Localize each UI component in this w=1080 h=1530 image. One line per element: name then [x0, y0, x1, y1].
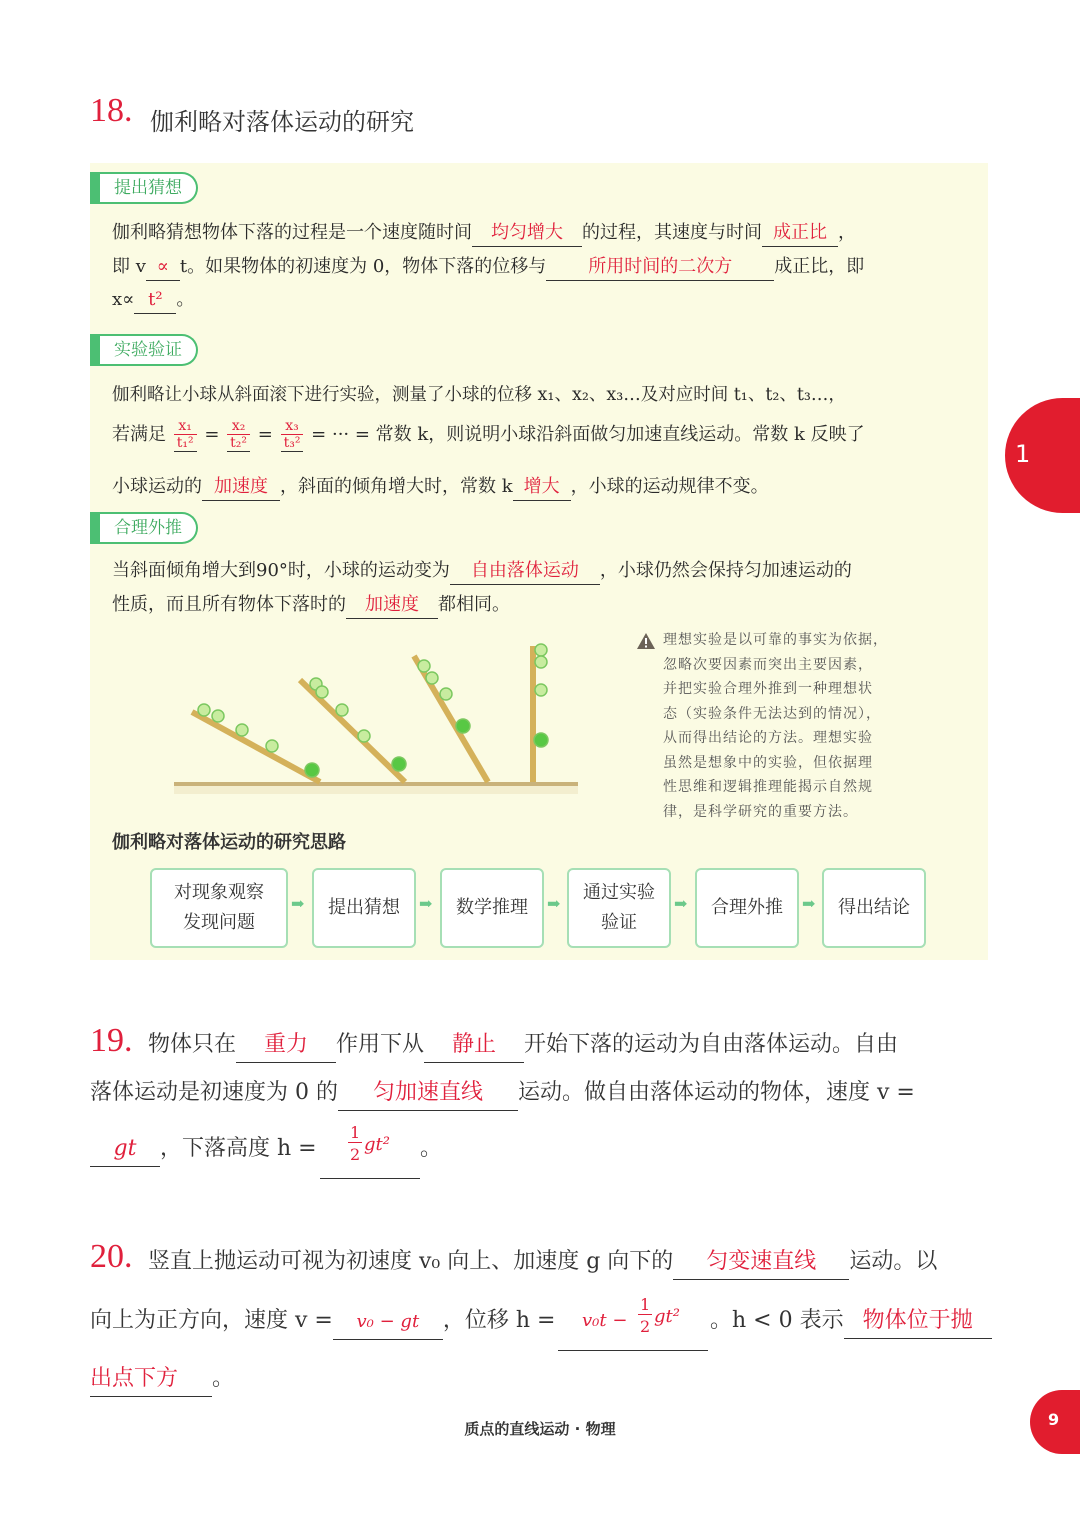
s20-line-2b: 。h < 0 表示 物体位于抛 — [710, 1304, 992, 1339]
flow-arrow-icon: ➡ — [674, 894, 688, 913]
section-19-number: 19. — [90, 1022, 133, 1059]
blank-proportional-symbol: ∝ — [146, 254, 180, 281]
blank-t-squared: t² — [134, 287, 176, 314]
flow-arrow-icon: ➡ — [802, 894, 816, 913]
blank-uniformly-variable: 匀变速直线 — [673, 1245, 849, 1280]
warning-icon — [636, 632, 656, 650]
blank-uniform-acceleration: 匀加速直线 — [338, 1076, 518, 1111]
hypothesis-line-1: 伽利略猜想物体下落的过程是一个速度随时间 均匀增大 的过程，其速度与时间 成正比 ， — [112, 218, 856, 248]
flow-step-experiment: 通过实验 验证 — [567, 868, 671, 948]
blank-displacement-formula: v₀t − 1 2 gt² — [558, 1296, 708, 1351]
flow-arrow-icon: ➡ — [291, 894, 305, 913]
fraction-x3-t3: $\frac{\text{x₃}}{\text{t₃²}}$ — [281, 418, 304, 452]
s19-line-2: 落体运动是初速度为 0 的 匀加速直线 运动。做自由落体运动的物体，速度 v = — [90, 1076, 915, 1111]
flow-step-hypothesis: 提出猜想 — [312, 868, 416, 948]
blank-acceleration-same: 加速度 — [346, 592, 438, 619]
fraction-x1-t1: $\frac{\text{x₁}}{\text{t₁²}}$ — [174, 418, 197, 452]
s19-end: 。 — [420, 1136, 443, 1161]
extrapolation-line-2: 性质，而且所有物体下落时的 加速度 都相同。 — [112, 590, 510, 620]
flow-step-conclusion: 得出结论 — [822, 868, 926, 948]
experiment-line-3: 小球运动的 加速度 ，斜面的倾角增大时，常数 k 增大 ，小球的运动规律不变。 — [112, 472, 769, 502]
tag-hypothesis: 提出猜想 — [90, 172, 198, 204]
hypothesis-line-2: 即 v ∝ t。如果物体的初速度为 0，物体下落的位移与 所用时间的二次方 成正比，即 — [112, 252, 864, 282]
tag-extrapolation: 合理外推 — [90, 512, 198, 544]
experiment-line-2: 若满足 $\frac{\text{x₁}}{\text{t₁²}}$ = $\frac{\text{x₂}}{\text{t₂²}}$ = $\frac{\text{x₃}}{\text{t₃²}}$ = ··· = 常数 k，则说明小球沿斜面做匀加速直线运动。常数 k 反映了 — [112, 418, 865, 451]
section-20-number: 20. — [90, 1238, 133, 1275]
blank-gravity: 重力 — [236, 1028, 336, 1063]
flow-step-math: 数学推理 — [440, 868, 544, 948]
footer-title: 质点的直线运动 · 物理 — [464, 1420, 616, 1438]
fraction-x2-t2: $\frac{\text{x₂}}{\text{t₂²}}$ — [227, 418, 250, 452]
tag-experiment: 实验验证 — [90, 334, 198, 366]
s19-line-1: 物体只在 重力 作用下从 静止 开始下落的运动为自由落体运动。自由 — [148, 1028, 898, 1063]
section-18-number: 18. — [90, 92, 133, 129]
blank-velocity-formula: v₀ − gt — [333, 1305, 443, 1340]
flow-step-observe: 对现象观察 发现问题 — [150, 868, 288, 948]
s20-line-1: 竖直上抛运动可视为初速度 v₀ 向上、加速度 g 向下的 匀变速直线 运动。以 — [148, 1245, 937, 1280]
extrapolation-line-1: 当斜面倾角增大到90°时，小球的运动变为 自由落体运动 ，小球仍然会保持匀加速运动的 — [112, 556, 852, 586]
incline-diagram — [170, 640, 585, 800]
blank-below-launch-1: 物体位于抛 — [844, 1304, 992, 1339]
blank-proportional: 成正比 — [762, 220, 838, 247]
flow-title: 伽利略对落体运动的研究思路 — [112, 832, 346, 853]
experiment-line-1: 伽利略让小球从斜面滚下进行实验，测量了小球的位移 x₁、x₂、x₃…及对应时间 t₁、t₂、t₃…， — [112, 385, 846, 405]
s20-line-3: 出点下方 。 — [90, 1362, 234, 1397]
ideal-experiment-note: 理想实验是以可靠的事实为依据， 忽略次要因素而突出主要因素， 并把实验合理外推到一种理想状 态（实验条件无法达到的情况）， 从而得出结论的方法。理想实验 虽然是想象中的实验，但依据理 性思维和逻辑推理能揭示自然规 律，是科学研究的重要方法。 — [663, 632, 888, 820]
s19-line-3: gt ，下落高度 h = — [90, 1132, 317, 1167]
blank-increase: 增大 — [513, 474, 571, 501]
s20-line-2a: 向上为正方向，速度 v = v₀ − gt ，位移 h = — [90, 1304, 555, 1340]
blank-free-fall: 自由落体运动 — [450, 558, 600, 585]
flow-step-extrapolate: 合理外推 — [695, 868, 799, 948]
section-18-title: 伽利略对落体运动的研究 — [150, 108, 414, 136]
blank-uniform-increase: 均匀增大 — [472, 220, 582, 247]
blank-rest: 静止 — [424, 1028, 524, 1063]
blank-height-formula: 1 2 gt² — [320, 1124, 420, 1179]
blank-acceleration: 加速度 — [202, 474, 280, 501]
flow-arrow-icon: ➡ — [419, 894, 433, 913]
blank-gt: gt — [90, 1132, 160, 1167]
flow-arrow-icon: ➡ — [547, 894, 561, 913]
hypothesis-line-3: x∝ t² 。 — [112, 285, 194, 315]
chapter-tab[interactable]: 1 — [1005, 398, 1080, 513]
page-number-badge: 9 — [1030, 1390, 1080, 1454]
blank-below-launch-2: 出点下方 — [90, 1362, 212, 1397]
blank-time-squared: 所用时间的二次方 — [546, 254, 774, 281]
